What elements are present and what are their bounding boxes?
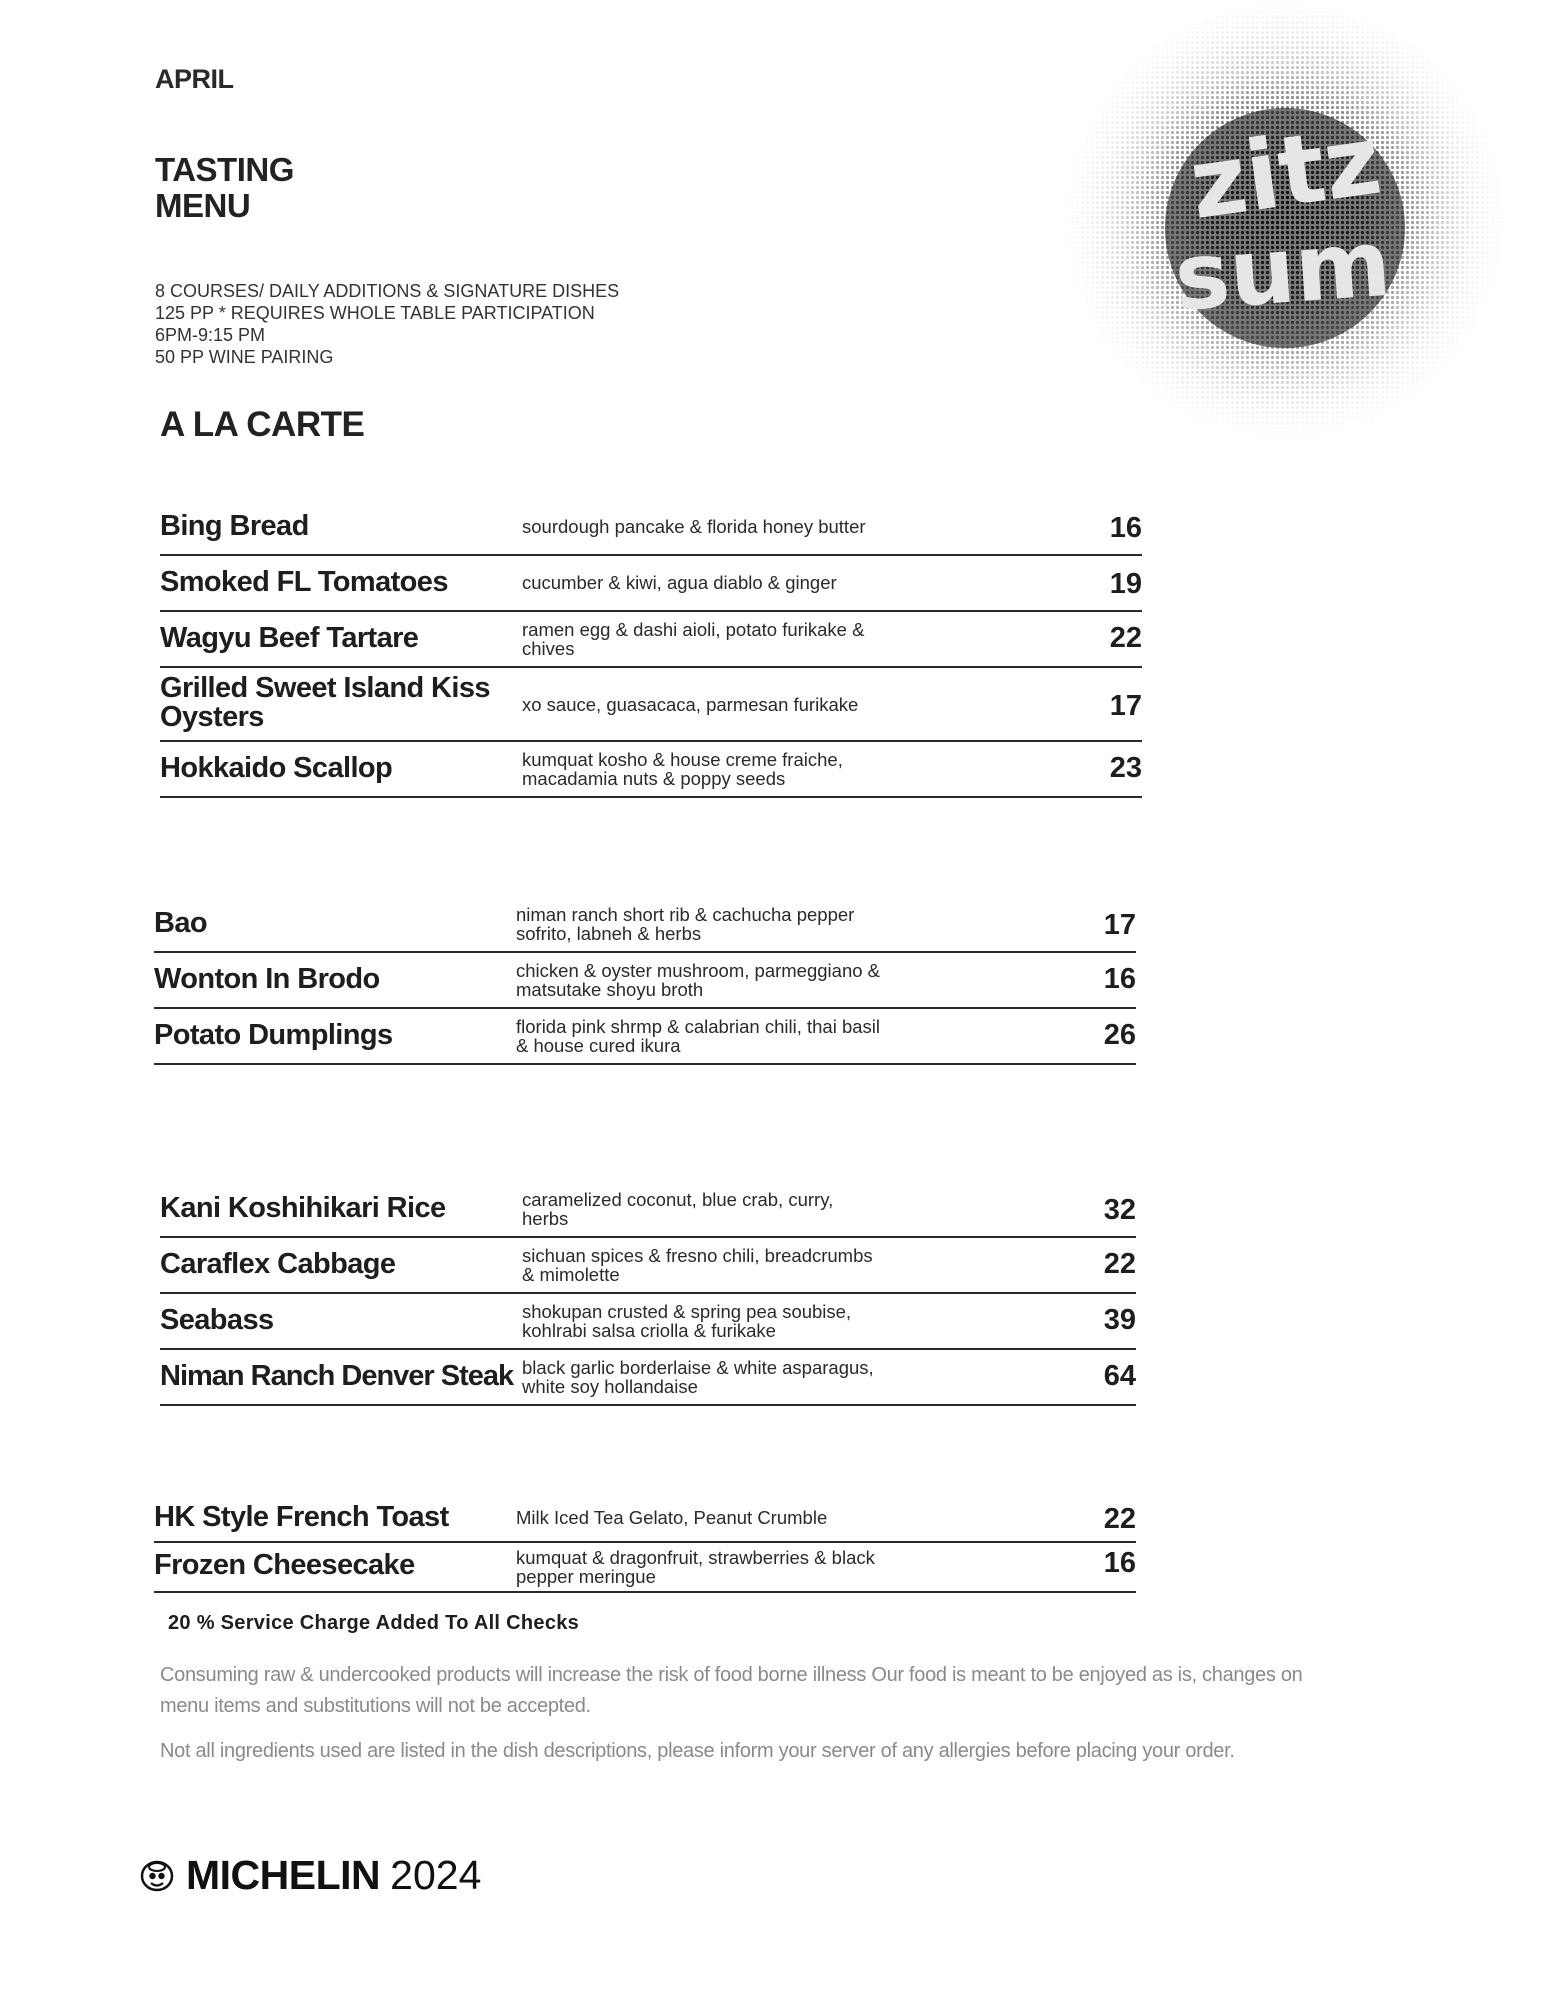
- dish-name: Potato Dumplings: [154, 1019, 393, 1051]
- tasting-title-line2: MENU: [155, 187, 251, 224]
- dish-description: kumquat & dragonfruit, strawberries & black pepper meringue: [516, 1547, 875, 1587]
- logo-text-line1: zitz: [1183, 103, 1388, 242]
- michelin-year: 2024: [390, 1852, 482, 1898]
- dish-description: xo sauce, guasacaca, parmesan furikake: [522, 694, 859, 715]
- dish-description: black garlic borderlaise & white asparagus, white soy hollandaise: [522, 1357, 874, 1397]
- menu-item: [160, 612, 1142, 668]
- dish-price: 22: [1103, 1503, 1136, 1535]
- dish-description: caramelized coconut, blue crab, curry, herbs: [522, 1189, 834, 1229]
- dish-price: 39: [1103, 1304, 1136, 1336]
- dish-price: 26: [1103, 1019, 1136, 1051]
- dish-price: 19: [1109, 568, 1142, 600]
- menu-item: [154, 953, 1136, 1009]
- menu-section-mains: [160, 1182, 1136, 1406]
- dish-description: Milk Iced Tea Gelato, Peanut Crumble: [516, 1507, 828, 1528]
- dish-description: kumquat kosho & house creme fraiche, macadamia nuts & poppy seeds: [522, 749, 843, 789]
- dish-description: shokupan crusted & spring pea soubise, kohlrabi salsa criolla & furikake: [522, 1301, 852, 1341]
- logo-text-line2: sum: [1171, 209, 1395, 332]
- dish-price: 17: [1109, 690, 1142, 722]
- dish-name: Bing Bread: [160, 510, 309, 542]
- tasting-details: [155, 280, 619, 368]
- dish-name: Seabass: [160, 1304, 274, 1336]
- service-charge-note: 20 % Service Charge Added To All Checks: [168, 1612, 580, 1634]
- menu-month: APRIL: [155, 64, 234, 94]
- dish-name: Bao: [154, 907, 207, 939]
- dish-description: cucumber & kiwi, agua diablo & ginger: [522, 572, 837, 593]
- dish-name: Frozen Cheesecake: [154, 1549, 415, 1581]
- dish-name: Caraflex Cabbage: [160, 1248, 396, 1280]
- menu-item: [154, 897, 1136, 953]
- michelin-badge: [140, 1852, 481, 1899]
- dish-price: 22: [1103, 1248, 1136, 1280]
- tasting-detail-wine: 50 PP WINE PAIRING: [155, 347, 334, 367]
- menu-item: [160, 556, 1142, 612]
- menu-item: [160, 500, 1142, 556]
- menu-item: [154, 1543, 1136, 1593]
- menu-item: [154, 1009, 1136, 1065]
- dish-name: Hokkaido Scallop: [160, 752, 393, 784]
- dish-price: 23: [1109, 752, 1142, 784]
- dish-name: Grilled Sweet Island Kiss Oysters: [160, 672, 490, 733]
- menu-item: [160, 742, 1142, 798]
- tasting-menu-title: [155, 152, 294, 224]
- dish-description: florida pink shrmp & calabrian chili, thai basil & house cured ikura: [516, 1016, 881, 1056]
- dish-price: 17: [1103, 909, 1136, 941]
- allergy-disclaimer: Not all ingredients used are listed in the dish descriptions, please inform your server of any allergies before placing your order.: [160, 1740, 1235, 1762]
- dish-name: HK Style French Toast: [154, 1501, 449, 1533]
- dish-price: 22: [1109, 622, 1142, 654]
- a-la-carte-heading: A LA CARTE: [160, 405, 365, 444]
- dish-name: Smoked FL Tomatoes: [160, 566, 448, 598]
- menu-item: [160, 668, 1142, 742]
- menu-section-starters: [160, 500, 1142, 798]
- raw-food-disclaimer: Consuming raw & undercooked products will increase the risk of food borne illness Our food is meant to be enjoyed as is, changes on menu items and substitutions will not be accepted.: [160, 1664, 1303, 1717]
- dish-description: sourdough pancake & florida honey butter: [522, 516, 866, 537]
- menu-item: [160, 1350, 1136, 1406]
- menu-section-dumplings: [154, 897, 1136, 1065]
- dish-description: niman ranch short rib & cachucha pepper sofrito, labneh & herbs: [516, 904, 855, 944]
- dish-description: chicken & oyster mushroom, parmeggiano & matsutake shoyu broth: [516, 960, 881, 1000]
- tasting-detail-price: 125 PP * REQUIRES WHOLE TABLE PARTICIPATION: [155, 303, 595, 323]
- tasting-title-line1: TASTING: [155, 151, 294, 188]
- tasting-detail-courses: 8 COURSES/ DAILY ADDITIONS & SIGNATURE DISHES: [155, 281, 620, 301]
- menu-item: [154, 1495, 1136, 1543]
- dish-price: 16: [1109, 512, 1142, 544]
- menu-item: [160, 1238, 1136, 1294]
- dish-price: 32: [1103, 1194, 1136, 1226]
- disclaimer-notes: [160, 1660, 1320, 1781]
- menu-item: [160, 1182, 1136, 1238]
- dish-name: Kani Koshihikari Rice: [160, 1192, 446, 1224]
- dish-description: sichuan spices & fresno chili, breadcrumbs & mimolette: [522, 1245, 873, 1285]
- dish-name: Wagyu Beef Tartare: [160, 622, 419, 654]
- dish-name: Wonton In Brodo: [154, 963, 380, 995]
- dish-price: 64: [1103, 1360, 1136, 1392]
- michelin-wordmark: MICHELIN: [186, 1852, 381, 1898]
- dish-description: ramen egg & dashi aioli, potato furikake & chives: [522, 619, 865, 659]
- dish-price: 16: [1103, 1547, 1136, 1579]
- zitz-sum-logo: [1040, 0, 1520, 460]
- menu-item: [160, 1294, 1136, 1350]
- dish-price: 16: [1103, 963, 1136, 995]
- bibendum-icon: [140, 1859, 174, 1893]
- menu-section-desserts: [154, 1495, 1136, 1593]
- tasting-detail-hours: 6PM-9:15 PM: [155, 325, 266, 345]
- dish-name: Niman Ranch Denver Steak: [160, 1360, 514, 1392]
